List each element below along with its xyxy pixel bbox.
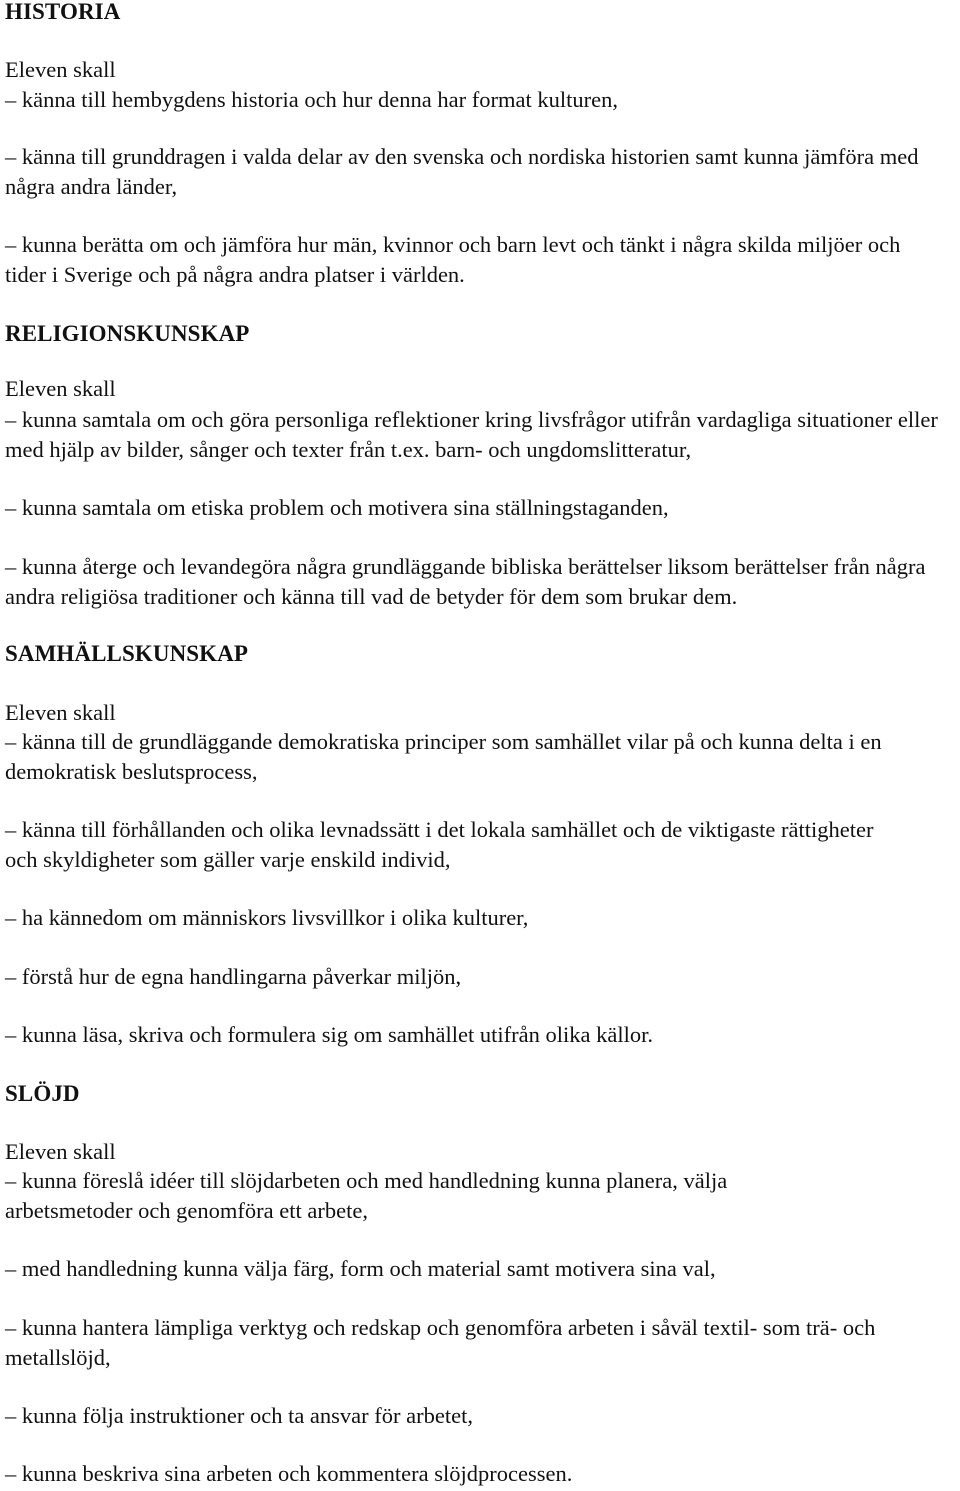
list-item: – kunna läsa, skriva och formulera sig om samhället utifrån olika källor. — [5, 1022, 653, 1047]
list-item: – kunna beskriva sina arbeten och kommentera slöjdprocessen. — [5, 1461, 573, 1486]
list-item: – kunna återge och levandegöra några grundläggande bibliska berättelser liksom berättelser från några andra religiösa traditioner och känna till vad de betyder för dem som brukar dem. — [5, 554, 926, 609]
list-item: – kunna samtala om och göra personliga reflektioner kring livsfrågor utifrån vardagliga situationer eller med hjälp av bilder, sånger och texter från t.ex. barn- och ungdomslitteratur, — [5, 407, 938, 462]
section-intro: Eleven skall — [5, 1139, 116, 1164]
section-heading-religionskunskap: RELIGIONSKUNSKAP — [5, 321, 250, 346]
list-item: – känna till hembygdens historia och hur denna har format kulturen, — [5, 87, 618, 112]
list-item: – förstå hur de egna handlingarna påverkar miljön, — [5, 964, 462, 989]
list-item: – kunna berätta om och jämföra hur män, kvinnor och barn levt och tänkt i några skilda miljöer och tider i Sverige och på några andra platser i världen. — [5, 232, 901, 287]
list-item: – känna till förhållanden och olika levnadssätt i det lokala samhället och de viktigaste rättigheter och skyldigheter som gäller varje enskild individ, — [5, 817, 874, 872]
list-item: – känna till grunddragen i valda delar av den svenska och nordiska historien samt kunna jämföra med några andra länder, — [5, 144, 919, 199]
list-item: – kunna föreslå idéer till slöjdarbeten och med handledning kunna planera, välja arbetsmetoder och genomföra ett arbete, — [5, 1168, 728, 1223]
list-item: – känna till de grundläggande demokratiska principer som samhället vilar på och kunna delta i en demokratisk beslutsprocess, — [5, 729, 882, 784]
section-heading-slojd: SLÖJD — [5, 1081, 80, 1106]
list-item: – med handledning kunna välja färg, form och material samt motivera sina val, — [5, 1256, 716, 1281]
list-item: – kunna följa instruktioner och ta ansvar för arbetet, — [5, 1403, 473, 1428]
list-item: – ha kännedom om människors livsvillkor i olika kulturer, — [5, 905, 529, 930]
section-intro: Eleven skall — [5, 700, 116, 725]
list-item: – kunna hantera lämpliga verktyg och redskap och genomföra arbeten i såväl textil- som trä- och metallslöjd, — [5, 1315, 876, 1370]
list-item: – kunna samtala om etiska problem och motivera sina ställningstaganden, — [5, 495, 669, 520]
section-intro: Eleven skall — [5, 376, 116, 401]
section-heading-historia: HISTORIA — [5, 0, 121, 24]
section-heading-samhallskunskap: SAMHÄLLSKUNSKAP — [5, 641, 249, 666]
section-intro: Eleven skall — [5, 57, 116, 82]
